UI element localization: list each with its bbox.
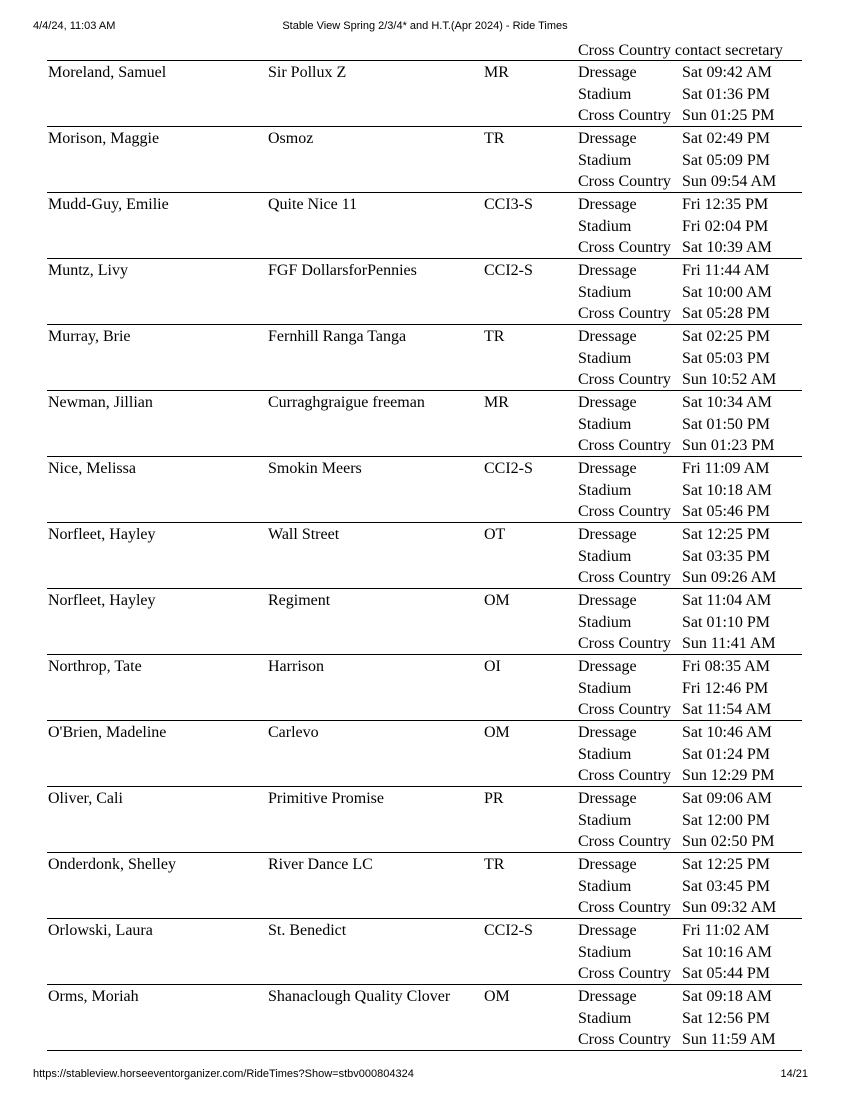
phase-label: Dressage: [578, 922, 637, 939]
phase-time: Sun 10:52 AM: [682, 371, 777, 389]
rider-name: Muntz, Livy: [48, 262, 128, 279]
phase-label: Stadium: [578, 877, 632, 895]
division: OM: [484, 988, 510, 1005]
table-row: [47, 193, 802, 259]
phase-time: Sat 09:18 AM: [682, 988, 772, 1005]
division: OM: [484, 724, 510, 741]
division: CCI3-S: [484, 196, 533, 213]
phase-time: Sun 01:25 PM: [682, 107, 775, 125]
table-row: [47, 589, 802, 655]
division: OM: [484, 592, 510, 609]
phase-time: Sat 09:42 AM: [682, 64, 772, 81]
phase-label: Dressage: [578, 856, 637, 873]
division: PR: [484, 790, 504, 807]
table-row: [47, 787, 802, 853]
phase-label: Stadium: [578, 679, 632, 697]
phase-time: Sat 02:25 PM: [682, 328, 771, 345]
phase-time: Sun 09:26 AM: [682, 569, 777, 587]
table-row: [47, 391, 802, 457]
division: CCI2-S: [484, 262, 533, 279]
phase-label: Stadium: [578, 745, 632, 763]
phase-label: Cross Country: [578, 371, 671, 389]
phase-label: Cross Country: [578, 899, 671, 917]
division: TR: [484, 328, 505, 345]
rider-name: Oliver, Cali: [48, 790, 123, 807]
phase-label: Stadium: [578, 613, 632, 631]
phase-time: Sat 10:34 AM: [682, 394, 772, 411]
phase-time: Sat 10:46 AM: [682, 724, 772, 741]
phase-time: Sat 12:56 PM: [682, 1009, 771, 1027]
phase-time: Sat 03:35 PM: [682, 547, 771, 565]
phase-time: Sat 10:18 AM: [682, 481, 772, 499]
phase-time: Sun 02:50 PM: [682, 833, 775, 851]
phase-time: Sat 12:00 PM: [682, 811, 771, 829]
phase-time: Sat 01:36 PM: [682, 85, 771, 103]
rider-name: Moreland, Samuel: [48, 64, 167, 81]
phase-label: Cross Country: [578, 965, 671, 983]
rider-name: Murray, Brie: [48, 328, 131, 345]
ride-times-table: [47, 60, 802, 1051]
phase-label: Stadium: [578, 349, 632, 367]
phase-label: Dressage: [578, 328, 637, 345]
phase-time: Sat 10:00 AM: [682, 283, 772, 301]
phase-label: Dressage: [578, 988, 637, 1005]
phase-time: Sat 02:49 PM: [682, 130, 771, 147]
page-url: https://stableview.horseeventorganizer.com/RideTimes?Show=stbv000804324: [33, 1068, 414, 1080]
horse-name: Smokin Meers: [268, 460, 362, 477]
phase-time: Sat 12:25 PM: [682, 526, 771, 543]
phase-label: Stadium: [578, 547, 632, 565]
phase-label: Cross Country: [578, 635, 671, 653]
rider-name: Norfleet, Hayley: [48, 526, 156, 543]
table-row: [47, 127, 802, 193]
rider-name: Morison, Maggie: [48, 130, 160, 147]
phase-label: Stadium: [578, 811, 632, 829]
phase-time: Sat 11:04 AM: [682, 592, 772, 609]
phase-label: Cross Country: [578, 1031, 671, 1049]
phase-label: Stadium: [578, 1009, 632, 1027]
phase-label: Stadium: [578, 481, 632, 499]
horse-name: Carlevo: [268, 724, 319, 741]
phase-label: Cross Country: [578, 833, 671, 851]
phase-time: Fri 11:44 AM: [682, 262, 770, 279]
phase-time: Sun 01:23 PM: [682, 437, 775, 455]
rider-name: Orms, Moriah: [48, 988, 139, 1005]
continued-cross-country-line: Cross Country contact secretary: [578, 42, 783, 59]
phase-time: Sat 05:03 PM: [682, 349, 771, 367]
phase-label: Stadium: [578, 151, 632, 169]
phase-time: Fri 12:35 PM: [682, 196, 769, 213]
phase-label: Cross Country: [578, 107, 671, 125]
phase-label: Dressage: [578, 658, 637, 675]
horse-name: Quite Nice 11: [268, 196, 358, 213]
table-row: [47, 655, 802, 721]
horse-name: River Dance LC: [268, 856, 373, 873]
table-row: [47, 985, 802, 1051]
horse-name: Sir Pollux Z: [268, 64, 347, 81]
table-row: [47, 853, 802, 919]
phase-label: Cross Country: [578, 503, 671, 521]
division: OT: [484, 526, 506, 543]
division: TR: [484, 130, 505, 147]
print-datetime: 4/4/24, 11:03 AM: [33, 20, 116, 32]
phase-label: Cross Country: [578, 305, 671, 323]
phase-label: Cross Country: [578, 569, 671, 587]
phase-label: Dressage: [578, 526, 637, 543]
phase-time: Sat 03:45 PM: [682, 877, 771, 895]
horse-name: Primitive Promise: [268, 790, 384, 807]
phase-time: Fri 11:02 AM: [682, 922, 770, 939]
phase-time: Sat 09:06 AM: [682, 790, 772, 807]
phase-time: Sat 10:16 AM: [682, 943, 772, 961]
division: MR: [484, 394, 509, 411]
division: CCI2-S: [484, 460, 533, 477]
rider-name: Nice, Melissa: [48, 460, 136, 477]
phase-label: Dressage: [578, 262, 637, 279]
rider-name: Mudd-Guy, Emilie: [48, 196, 169, 213]
horse-name: Curraghgraigue freeman: [268, 394, 425, 411]
phase-label: Cross Country: [578, 173, 671, 191]
phase-time: Sat 11:54 AM: [682, 701, 772, 719]
document-title: Stable View Spring 2/3/4* and H.T.(Apr 2024) - Ride Times: [282, 20, 568, 32]
phase-label: Dressage: [578, 196, 637, 213]
phase-time: Sun 09:32 AM: [682, 899, 777, 917]
phase-time: Sat 01:50 PM: [682, 415, 771, 433]
phase-time: Fri 12:46 PM: [682, 679, 769, 697]
phase-label: Stadium: [578, 943, 632, 961]
phase-label: Stadium: [578, 85, 632, 103]
table-row: [47, 61, 802, 127]
phase-label: Dressage: [578, 64, 637, 81]
rider-name: Northrop, Tate: [48, 658, 142, 675]
phase-label: Cross Country: [578, 239, 671, 257]
phase-time: Fri 11:09 AM: [682, 460, 770, 477]
division: MR: [484, 64, 509, 81]
horse-name: Fernhill Ranga Tanga: [268, 328, 407, 345]
horse-name: Shanaclough Quality Clover: [268, 988, 451, 1005]
phase-label: Dressage: [578, 724, 637, 741]
table-row: [47, 919, 802, 985]
phase-time: Sat 05:44 PM: [682, 965, 771, 983]
horse-name: FGF DollarsforPennies: [268, 262, 417, 279]
horse-name: Wall Street: [268, 526, 340, 543]
phase-label: Dressage: [578, 130, 637, 147]
phase-label: Stadium: [578, 217, 632, 235]
table-row: [47, 457, 802, 523]
phase-time: Sat 01:10 PM: [682, 613, 771, 631]
phase-label: Stadium: [578, 283, 632, 301]
horse-name: Osmoz: [268, 130, 314, 147]
table-row: [47, 523, 802, 589]
phase-time: Sat 01:24 PM: [682, 745, 771, 763]
rider-name: Norfleet, Hayley: [48, 592, 156, 609]
rider-name: Orlowski, Laura: [48, 922, 153, 939]
phase-time: Sun 11:41 AM: [682, 635, 776, 653]
rider-name: Onderdonk, Shelley: [48, 856, 176, 873]
phase-time: Fri 08:35 AM: [682, 658, 771, 675]
phase-label: Dressage: [578, 394, 637, 411]
rider-name: Newman, Jillian: [48, 394, 153, 411]
phase-label: Cross Country: [578, 701, 671, 719]
phase-time: Sat 12:25 PM: [682, 856, 771, 873]
horse-name: Harrison: [268, 658, 324, 675]
phase-time: Sun 12:29 PM: [682, 767, 775, 785]
phase-label: Cross Country: [578, 437, 671, 455]
table-row: [47, 325, 802, 391]
phase-time: Sat 05:46 PM: [682, 503, 771, 521]
phase-label: Stadium: [578, 415, 632, 433]
table-row: [47, 721, 802, 787]
phase-label: Dressage: [578, 790, 637, 807]
division: OI: [484, 658, 501, 675]
phase-label: Dressage: [578, 460, 637, 477]
rider-name: O'Brien, Madeline: [48, 724, 167, 741]
phase-label: Dressage: [578, 592, 637, 609]
division: CCI2-S: [484, 922, 533, 939]
phase-time: Sat 05:28 PM: [682, 305, 771, 323]
phase-time: Sun 09:54 AM: [682, 173, 777, 191]
division: TR: [484, 856, 505, 873]
horse-name: St. Benedict: [268, 922, 347, 939]
phase-label: Cross Country: [578, 767, 671, 785]
table-row: [47, 259, 802, 325]
phase-time: Sat 10:39 AM: [682, 239, 772, 257]
phase-time: Sat 05:09 PM: [682, 151, 771, 169]
phase-time: Sun 11:59 AM: [682, 1031, 776, 1049]
phase-time: Fri 02:04 PM: [682, 217, 769, 235]
horse-name: Regiment: [268, 592, 331, 609]
page-number: 14/21: [780, 1068, 808, 1080]
